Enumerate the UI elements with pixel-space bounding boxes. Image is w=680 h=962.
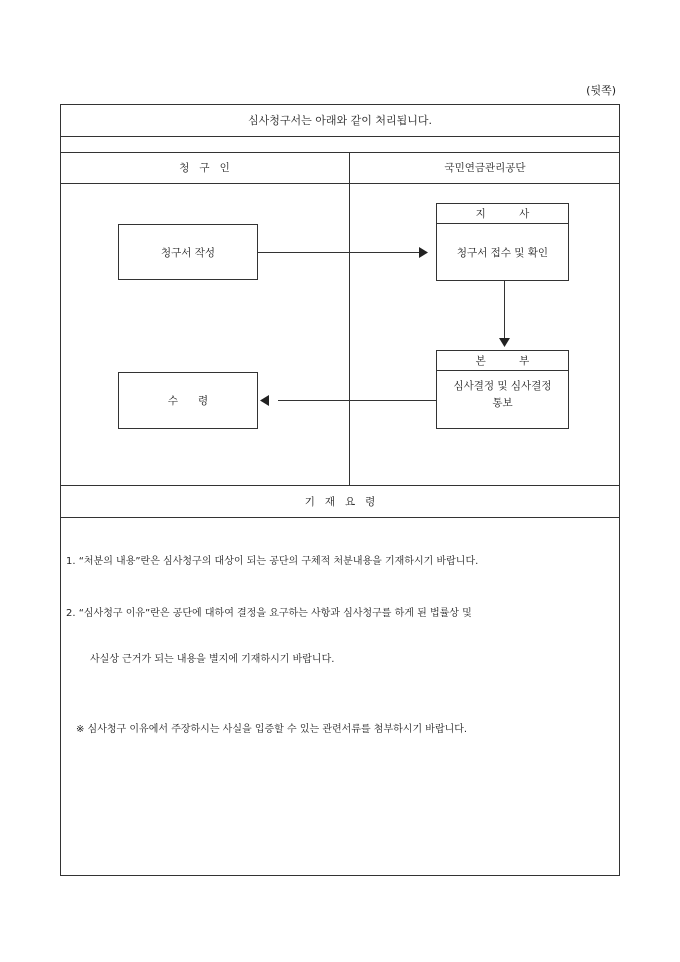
column-divider bbox=[349, 152, 350, 485]
flow-box-write-claim bbox=[118, 224, 258, 280]
hq-body-line2: 통보 bbox=[492, 397, 513, 409]
branch-title: 지 사 bbox=[475, 207, 530, 220]
instruction-item-2-line1: 2. “심사청구 이유”란은 공단에 대하여 결정을 요구하는 사항과 심사청구를 하게 된 법률상 및 bbox=[66, 608, 472, 619]
hq-title-divider bbox=[436, 370, 569, 371]
arrow-line-to-receive bbox=[278, 400, 436, 401]
instructions-title-divider bbox=[60, 517, 620, 518]
arrow-right-icon bbox=[419, 247, 429, 258]
page-side-label: (뒷쪽) bbox=[586, 84, 616, 97]
instruction-item-1: 1. “처분의 내용”란은 심사청구의 대상이 되는 공단의 구체적 처분내용을 기재하시기 바랍니다. bbox=[66, 556, 479, 567]
instruction-item-2-line2: 사실상 근거가 되는 내용을 별지에 기재하시기 바랍니다. bbox=[90, 654, 335, 665]
flow-receive-label: 수 령 bbox=[167, 395, 209, 407]
hq-body bbox=[436, 378, 569, 412]
header-divider-1 bbox=[60, 136, 620, 137]
arrow-left-icon bbox=[259, 395, 269, 406]
hq-body-line1: 심사결정 및 심사결정 bbox=[453, 380, 552, 392]
column-header-claimant: 청 구 인 bbox=[179, 162, 230, 174]
branch-body: 청구서 접수 및 확인 bbox=[456, 246, 549, 259]
arrow-down-icon bbox=[499, 338, 510, 348]
column-header-agency: 국민연금관리공단 bbox=[444, 162, 526, 174]
arrow-line-to-branch bbox=[258, 252, 420, 253]
arrow-line-to-hq bbox=[504, 281, 505, 339]
hq-title: 본 부 bbox=[475, 354, 530, 367]
flow-box-receive bbox=[118, 372, 258, 429]
header-title: 심사청구서는 아래와 같이 처리됩니다. bbox=[247, 114, 432, 127]
instructions-title: 기 재 요 령 bbox=[304, 495, 376, 508]
flow-write-claim-label: 청구서 작성 bbox=[160, 246, 216, 259]
column-header-divider bbox=[60, 183, 620, 184]
instruction-note: ※ 심사청구 이유에서 주장하시는 사실을 입증할 수 있는 관련서류를 첨부하시기 바랍니다. bbox=[76, 724, 468, 735]
